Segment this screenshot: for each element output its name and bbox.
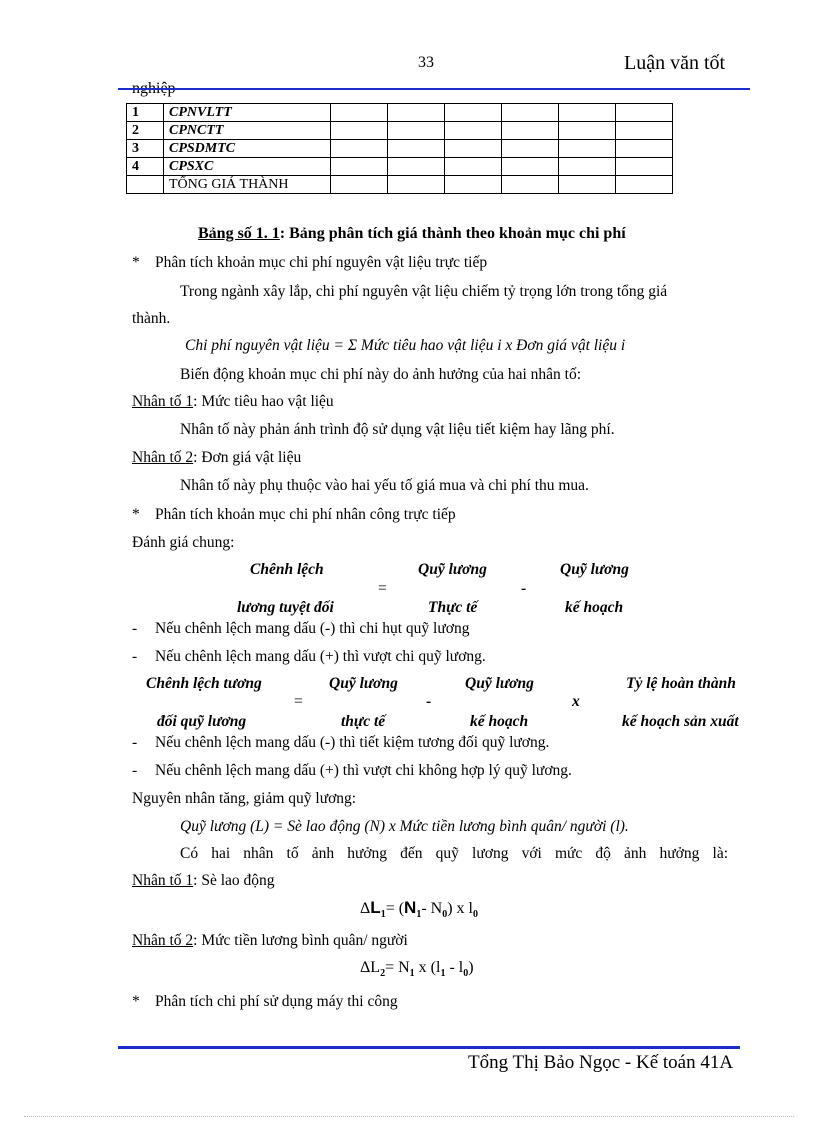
factor-label: Nhân tố 2 (132, 449, 194, 466)
page-number: 33 (418, 54, 434, 71)
eq2-times: x (572, 693, 580, 710)
table-caption (198, 225, 626, 243)
factor-label: Nhân tố 1 (132, 872, 194, 889)
cost-analysis-table (126, 103, 673, 194)
table-row (127, 122, 673, 140)
row-item: CPNCTT (164, 122, 331, 140)
header-rule (118, 88, 750, 90)
footer-author: Tổng Thị Bảo Ngọc - Kế toán 41A (468, 1052, 734, 1073)
caption-label: Bảng số 1. 1 (198, 225, 280, 242)
dash: - (132, 648, 138, 665)
eq2-c-bottom: kế hoạch sản xuất (622, 713, 739, 730)
bullet-star: * (132, 993, 140, 1010)
paragraph-line: Có hai nhân tố ảnh hưởng đến quỹ lương với mức độ ảnh hưởng là: (180, 845, 728, 862)
row-number (127, 176, 164, 194)
header-title: Luận văn tốt (624, 52, 726, 74)
table-row (127, 104, 673, 122)
row-number: 4 (127, 158, 164, 176)
paragraph-line: Biến động khoản mục chi phí này do ảnh hưởng của hai nhân tố: (180, 366, 582, 383)
eq1-lhs-bottom: lương tuyệt đối (237, 599, 334, 616)
eq1-b-top: Quỹ lương (560, 561, 629, 578)
bullet-star: * (132, 506, 140, 523)
eq2-b-top: Quỹ lương (465, 675, 534, 692)
factor-text: : Sè lao động (193, 872, 275, 889)
paragraph-line: Nguyên nhân tăng, giảm quỹ lương: (132, 790, 357, 807)
section-heading-material: Phân tích khoản mục chi phí nguyên vật liệu trực tiếp (155, 254, 488, 271)
row-number: 2 (127, 122, 164, 140)
eq1-a-top: Quỹ lương (418, 561, 487, 578)
factor-label: Nhân tố 2 (132, 932, 194, 949)
eq2-equals: = (294, 693, 303, 710)
header-title-wrap: nghiệp (132, 80, 176, 97)
footer-rule (118, 1046, 740, 1049)
row-item-total: TỔNG GIÁ THÀNH (164, 176, 331, 194)
row-item: CPSDMTC (164, 140, 331, 158)
row-item: CPSXC (164, 158, 331, 176)
paragraph-line: Trong ngành xây lắp, chi phí nguyên vật liệu chiếm tỷ trọng lớn trong tổng giá (180, 283, 668, 300)
page-edge-divider (24, 1116, 794, 1117)
row-item: CPNVLTT (164, 104, 331, 122)
table-row (127, 140, 673, 158)
eq1-minus: - (521, 580, 527, 597)
eq1-equals: = (378, 580, 387, 597)
delta-formula-1: $\Delta L_1= (N_1-$ $N_0$) x $l_0$ (360, 898, 478, 921)
factor-label: Nhân tố 1 (132, 393, 194, 410)
table-row (127, 158, 673, 176)
row-number: 1 (127, 104, 164, 122)
paragraph-line: Nhân tố này phản ánh trình độ sử dụng vật liệu tiết kiệm hay lãng phí. (180, 421, 615, 438)
paragraph-line: thành. (132, 310, 171, 327)
eq1-a-bottom: Thực tế (428, 599, 478, 616)
formula-material-cost: Chi phí nguyên vật liệu = Σ Mức tiêu hao vật liệu i x Đơn giá vật liệu i (185, 337, 626, 354)
eq2-minus: - (426, 693, 432, 710)
list-item: Nếu chênh lệch mang dấu (+) thì vượt chi không hợp lý quỹ lương. (155, 762, 572, 779)
list-item: Nếu chênh lệch mang dấu (-) thì tiết kiệm tương đối quỹ lương. (155, 734, 550, 751)
paragraph-line: Nhân tố này phụ thuộc vào hai yếu tố giá mua và chi phí thu mua. (180, 477, 589, 494)
eq2-b-bottom: kế hoạch (470, 713, 529, 730)
section-heading-machine: Phân tích chi phí sử dụng máy thi công (155, 993, 398, 1010)
paragraph-line: Đánh giá chung: (132, 534, 235, 551)
dash: - (132, 620, 138, 637)
dash: - (132, 762, 138, 779)
dash: - (132, 734, 138, 751)
list-item: Nếu chênh lệch mang dấu (-) thì chi hụt quỹ lương (155, 620, 470, 637)
factor-line (132, 393, 334, 411)
factor-line (132, 872, 275, 890)
factor-line (132, 932, 408, 950)
formula-wage-fund: Quỹ lương (L) = Sè lao động (N) x Mức tiền lương bình quân/ người (l). (180, 818, 629, 835)
factor-text: : Mức tiền lương bình quân/ người (193, 932, 408, 949)
eq2-a-bottom: thực tế (341, 713, 386, 730)
list-item: Nếu chênh lệch mang dấu (+) thì vượt chi quỹ lương. (155, 648, 486, 665)
eq1-b-bottom: kế hoạch (565, 599, 624, 616)
bullet-star: * (132, 254, 140, 271)
eq2-c-top: Tỷ lệ hoàn thành (626, 675, 736, 692)
section-heading-labor: Phân tích khoản mục chi phí nhân công trực tiếp (155, 506, 456, 523)
factor-text: : Đơn giá vật liệu (193, 449, 302, 466)
eq2-lhs-bottom: đối quỹ lương (157, 713, 247, 730)
eq2-a-top: Quỹ lương (329, 675, 398, 692)
row-number: 3 (127, 140, 164, 158)
caption-text: : Bảng phân tích giá thành theo khoản mục chi phí (279, 225, 626, 242)
factor-text: : Mức tiêu hao vật liệu (193, 393, 334, 410)
factor-line (132, 449, 301, 467)
eq2-lhs-top: Chênh lệch tương (146, 675, 262, 692)
table-row-total (127, 176, 673, 194)
eq1-lhs-top: Chênh lệch (250, 561, 324, 578)
delta-formula-2: $\Delta L_2= N_1$ x $(l_1 - l_0)$ (360, 959, 474, 980)
